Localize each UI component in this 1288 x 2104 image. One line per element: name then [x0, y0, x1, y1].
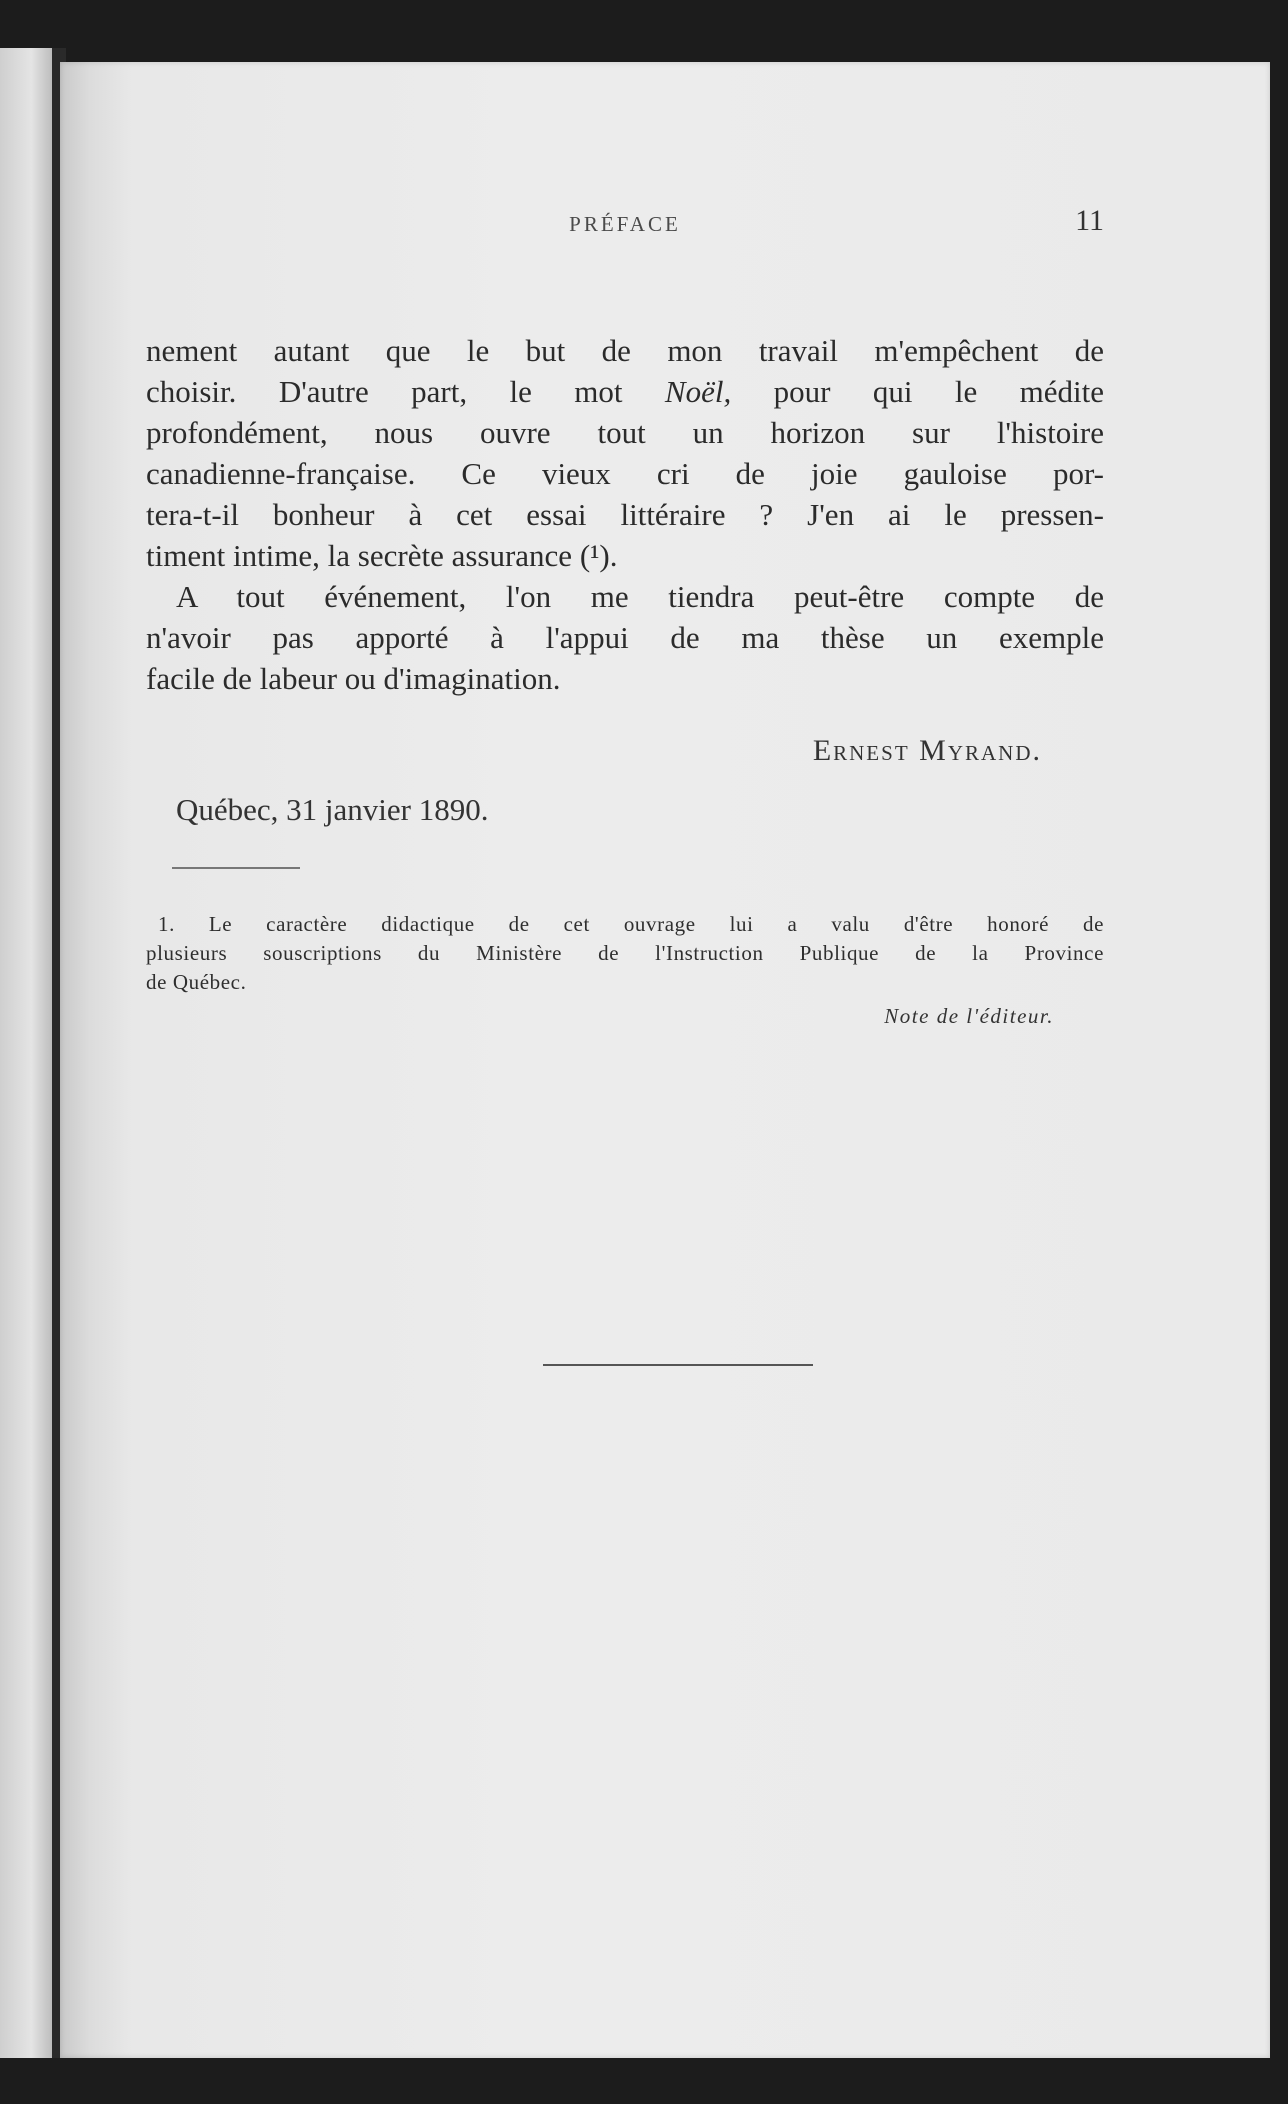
editor-note: Note de l'éditeur. [884, 1004, 1054, 1028]
footnote-line: 1. Le caractère didactique de cet ouvrage lui a valu d'être honoré de [158, 912, 1104, 936]
body-line [146, 371, 1104, 412]
page-number: 11 [1075, 204, 1104, 237]
body-text [146, 330, 1104, 699]
footnote-line: de Québec. [146, 970, 247, 994]
footnote-line: plusieurs souscriptions du Ministère de l'Instruction Publique de la Province [146, 941, 1104, 965]
body-line-segment: pour qui le médite [731, 374, 1104, 409]
footnote-rule [172, 867, 300, 869]
end-rule [543, 1364, 813, 1366]
body-line-segment: choisir. D'autre part, le mot [146, 374, 665, 409]
body-line: n'avoir pas apporté à l'appui de ma thèse un exemple [146, 620, 1104, 655]
previous-page-edge [0, 48, 52, 2058]
italic-word: Noël, [664, 374, 732, 409]
body-line: canadienne-française. Ce vieux cri de joie gauloise por- [146, 456, 1104, 491]
running-head [146, 198, 1104, 248]
body-line: facile de labeur ou d'imagination. [146, 661, 561, 696]
dateline: Québec, 31 janvier 1890. [176, 792, 489, 827]
book-page [60, 62, 1270, 2058]
body-line: profondément, nous ouvre tout un horizon sur l'histoire [146, 415, 1104, 450]
body-line: A tout événement, l'on me tiendra peut-être compte de [176, 579, 1104, 614]
body-line: nement autant que le but de mon travail m'empêchent de [146, 333, 1104, 368]
footnote [146, 910, 1104, 997]
running-title: PRÉFACE [569, 212, 681, 236]
body-line: timent intime, la secrète assurance (¹). [146, 538, 618, 573]
author-signature: Ernest Myrand. [812, 734, 1042, 767]
body-line: tera-t-il bonheur à cet essai littéraire ? J'en ai le pressen- [146, 497, 1104, 532]
